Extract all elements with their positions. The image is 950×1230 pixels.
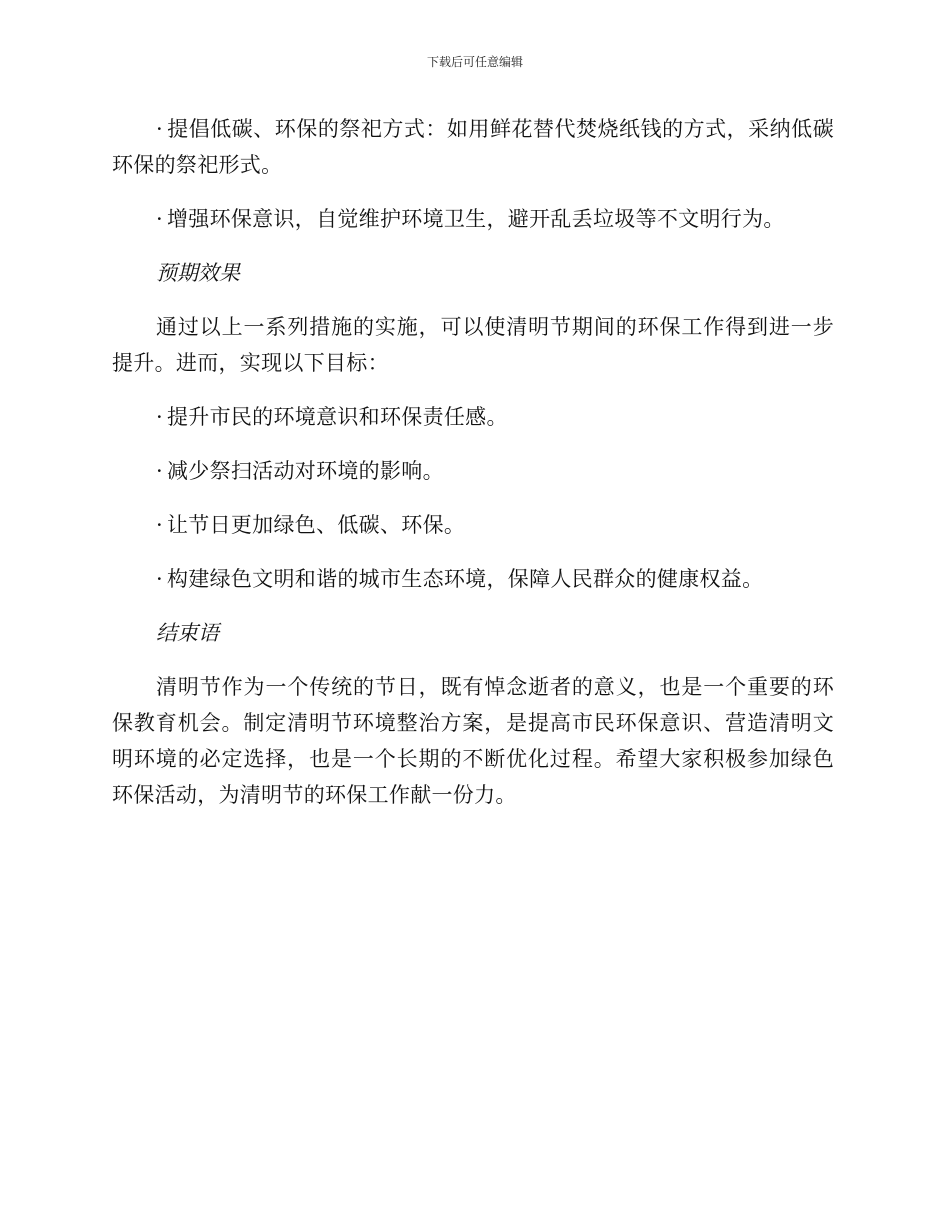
section-heading-expected-effect: 预期效果 [156, 261, 240, 285]
bullet-marker: · [156, 513, 163, 537]
bullet-marker: · [156, 459, 163, 483]
bullet-text: 增强环保意识，自觉维护环境卫生，避开乱丢垃圾等不文明行为。 [166, 207, 785, 231]
bullet-text: 提升市民的环境意识和环保责任感。 [166, 405, 508, 429]
section-heading-conclusion: 结束语 [156, 621, 219, 645]
bullet-item [112, 201, 834, 237]
header-note: 下载后可任意编辑 [426, 55, 523, 69]
bullet-item [112, 507, 834, 543]
paragraph-conclusion: 清明节作为一个传统的节日，既有悼念逝者的意义，也是一个重要的环保教育机会。制定清明节环境整治方案，是提高市民环保意识、营造清明文明环境的必定选择，也是一个长期的不断优化过程。希望大家积极参加绿色环保活动，为清明节的环保工作献一份力。 [112, 675, 834, 807]
bullet-text: 减少祭扫活动对环境的影响。 [166, 459, 444, 483]
bullet-item [112, 561, 834, 597]
bullet-marker: · [156, 567, 163, 591]
document-content [112, 111, 834, 831]
bullet-marker: · [156, 405, 163, 429]
bullet-text: 构建绿色文明和谐的城市生态环境，保障人民群众的健康权益。 [166, 567, 764, 591]
paragraph-expected-effect: 通过以上一系列措施的实施，可以使清明节期间的环保工作得到进一步提升。进而，实现以下目标： [112, 315, 834, 375]
bullet-item [112, 453, 834, 489]
bullet-item [112, 111, 834, 183]
bullet-marker: · [156, 207, 163, 231]
bullet-item [112, 399, 834, 435]
bullet-marker: · [156, 117, 163, 141]
bullet-text: 提倡低碳、环保的祭祀方式：如用鲜花替代焚烧纸钱的方式，采纳低碳环保的祭祀形式。 [112, 117, 834, 177]
bullet-text: 让节日更加绿色、低碳、环保。 [166, 513, 466, 537]
